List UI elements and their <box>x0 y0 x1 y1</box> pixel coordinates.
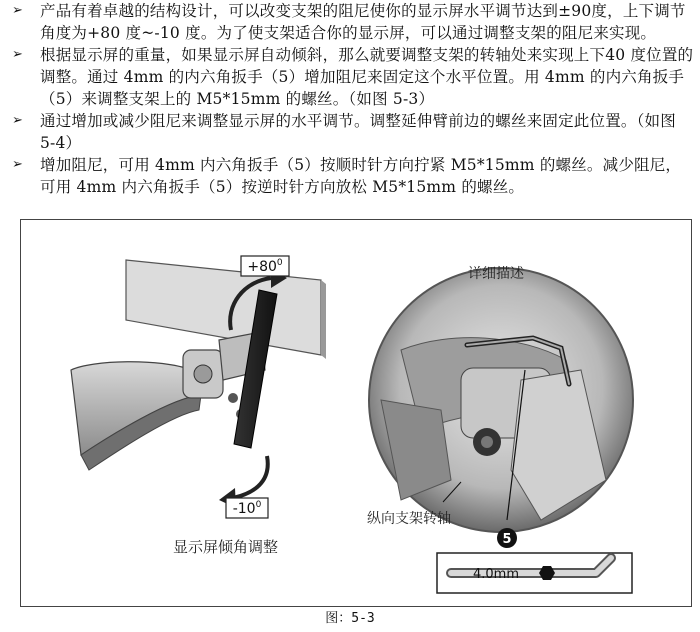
arrow-bullet-icon: ➢ <box>12 157 24 172</box>
pivot-label: 纵向支架转轴 <box>367 511 451 527</box>
tilt-illustration <box>71 256 326 556</box>
callout-5-number: 5 <box>502 532 512 547</box>
bullet-item <box>6 154 696 198</box>
tilt-caption: 显示屏倾角调整 <box>173 538 279 556</box>
detail-title: 详细描述 <box>468 266 524 282</box>
bullet-item <box>6 110 696 154</box>
bullet-text: 通过增加或减少阻尼来调整显示屏的水平调节。调整延伸臂前边的螺丝来固定此位置。（如图 5-4） <box>40 112 676 152</box>
bullet-text: 增加阻尼，可用 4mm 内六角扳手（5）按顺时针方向拧紧 M5*15mm 的螺丝。减少阻尼，可用 4mm 内六角扳手（5）按逆时针方向放松 M5*15mm 的螺丝。 <box>40 156 682 196</box>
figure-caption: 图：5-3 <box>325 611 375 626</box>
angle-up-label: $+80^0$ <box>247 258 283 275</box>
wrench-size-label: 4.0mm <box>473 567 520 582</box>
bullet-list <box>6 0 696 198</box>
bullet-item <box>6 0 696 44</box>
bullet-text: 根据显示屏的重量，如果显示屏自动倾斜，那么就要调整支架的转轴处来实现上下40 度位置的调整。通过 4mm 的内六角扳手（5）增加阻尼来固定这个水平位置。用 4mm 的内六角扳手（5）来调整支架上的 M5*15mm 的螺丝。（如图 5-3） <box>40 46 694 108</box>
angle-down-label: $-10^0$ <box>232 500 262 517</box>
bullet-text: 产品有着卓越的结构设计，可以改变支架的阻尼使你的显示屏水平调节达到±90度，上下调节角度为+80 度~-10 度。为了使支架适合你的显示屏，可以通过调整支架的阻尼来实现。 <box>40 2 686 42</box>
arrow-bullet-icon: ➢ <box>12 113 24 128</box>
bullet-item <box>6 44 696 110</box>
arrow-bullet-icon: ➢ <box>12 47 24 62</box>
figure-5-3 <box>20 219 692 607</box>
detail-illustration <box>367 265 633 593</box>
figure-illustration <box>21 220 691 606</box>
arrow-bullet-icon: ➢ <box>12 3 24 18</box>
